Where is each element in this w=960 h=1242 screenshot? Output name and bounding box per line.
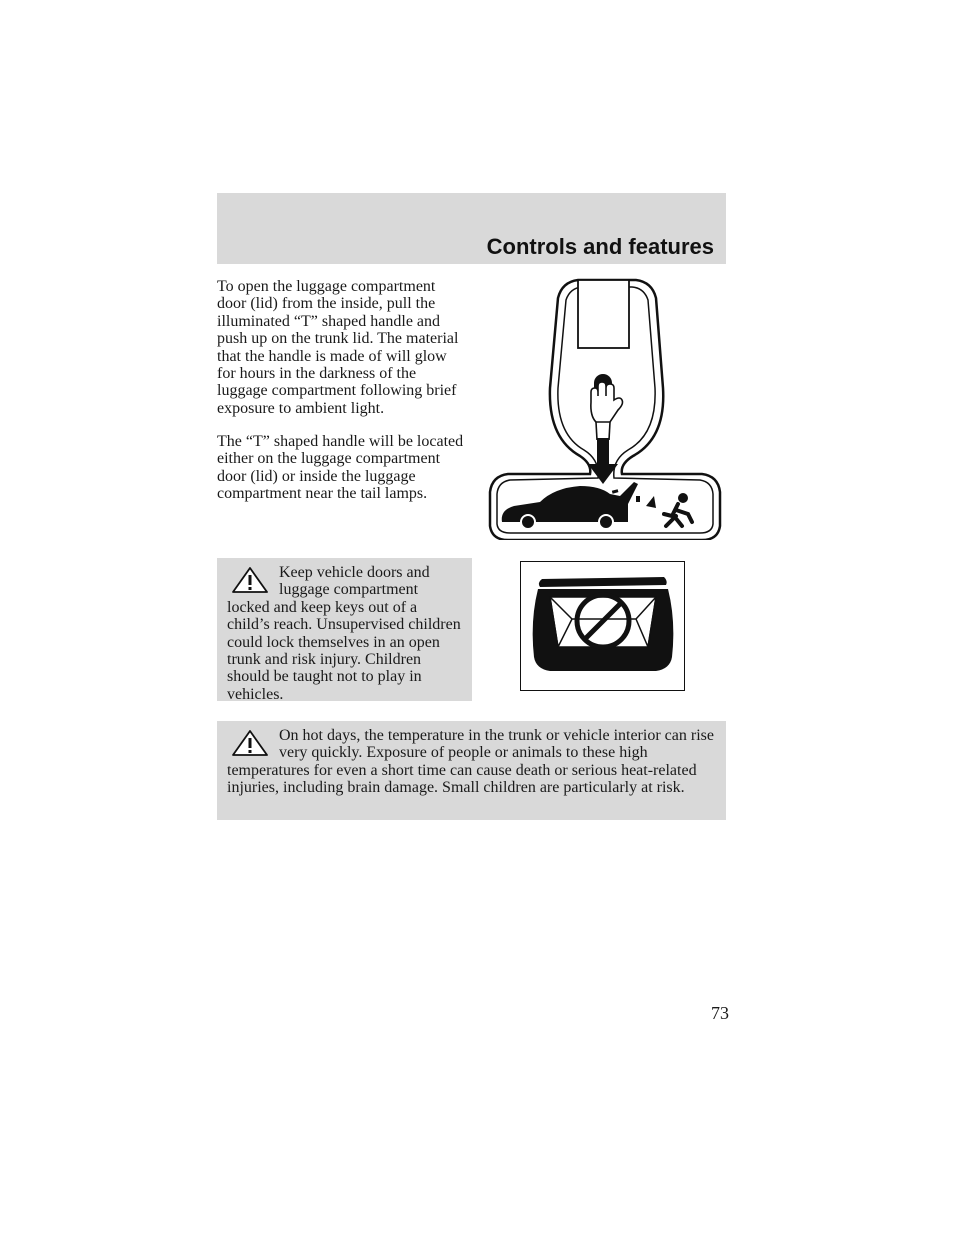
page-number: 73 xyxy=(711,1003,729,1023)
body-paragraph-1: To open the luggage compartment door (lid) from the inside, pull the illuminated “T” shaped handle and push up on the trunk lid. The material that the handle is made of will glow for hours in the darkness of the luggage compartment following brief exposure to ambient light. xyxy=(217,278,459,417)
t-handle-release-icon xyxy=(488,278,724,540)
warning-triangle-icon xyxy=(229,729,271,757)
no-entry-trunk-icon xyxy=(520,561,685,691)
warning-text-1: Keep vehicle doors and luggage compartment locked and keep keys out of a child’s reach. Unsupervised children could lock themselves in an open trunk and risk injury. Children should be taught not to play in vehicles. xyxy=(227,564,461,703)
section-title: Controls and features xyxy=(486,234,714,259)
warning-box-heat xyxy=(217,721,726,820)
warning-triangle-icon xyxy=(229,566,271,594)
warning-box-trunk-lock xyxy=(217,558,472,701)
t-handle-illustration xyxy=(488,278,724,540)
warning-text-2: On hot days, the temperature in the trunk or vehicle interior can rise very quickly. Exposure of people or animals to these high temperatures for even a short time can cause death or serious heat-related injuries, including brain damage. Small children are particularly at risk. xyxy=(227,727,714,797)
trunk-illustration xyxy=(520,561,685,691)
header-band xyxy=(217,193,726,264)
body-paragraph-2: The “T” shaped handle will be located either on the luggage compartment door (lid) or inside the luggage compartment near the tail lamps. xyxy=(217,433,464,503)
